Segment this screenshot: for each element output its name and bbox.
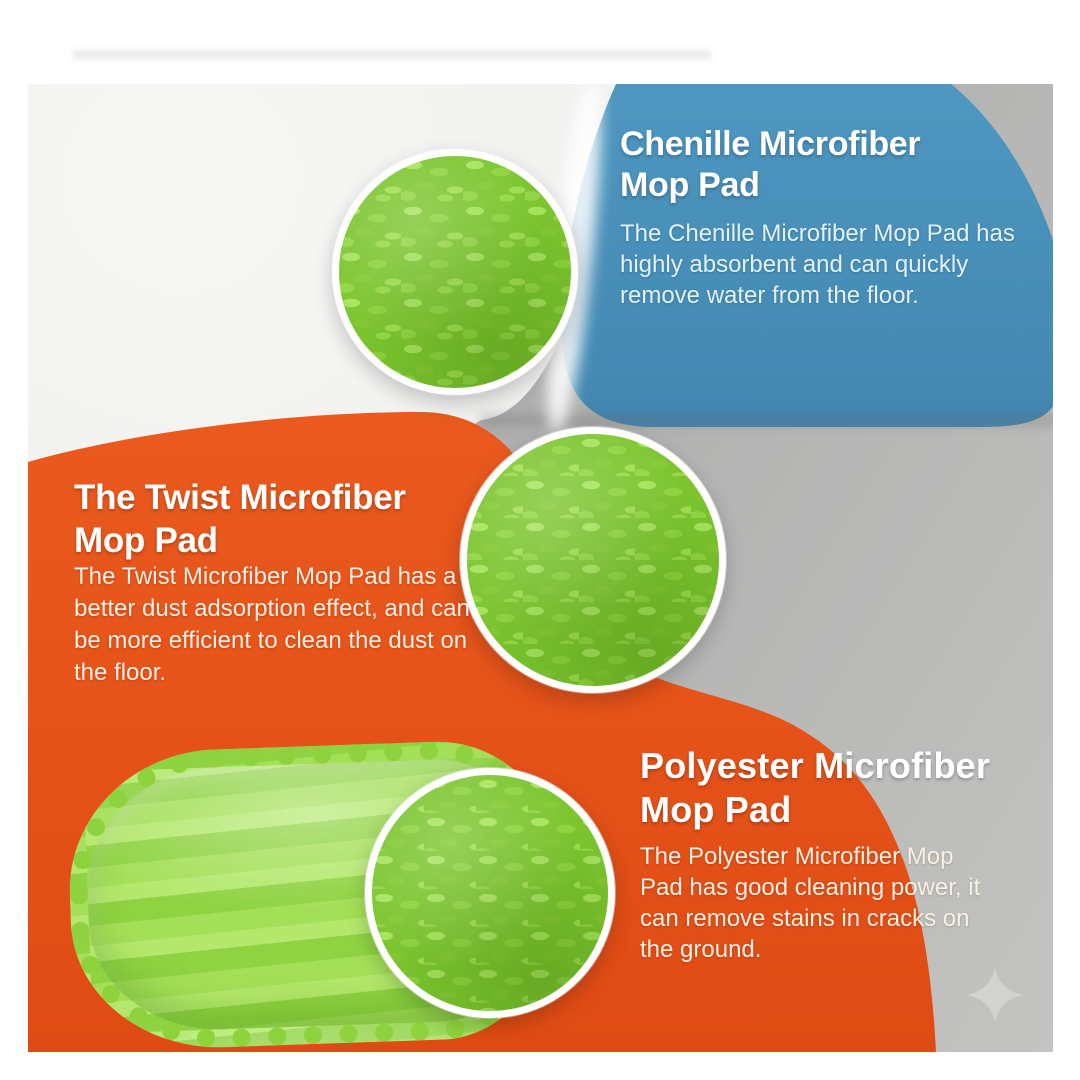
chenille-section-title: Chenille Microfiber Mop Pad xyxy=(620,125,921,204)
closeup-circle-twist xyxy=(460,427,726,693)
content-canvas xyxy=(28,84,1053,1052)
closeup-circle-polyester xyxy=(365,768,615,1018)
twist-section-title: The Twist Microfiber Mop Pad xyxy=(74,478,406,560)
polyester-section-title: Polyester Microfiber Mop Pad xyxy=(640,745,991,830)
closeup-circle-chenille xyxy=(332,149,578,395)
twist-section-body: The Twist Microfiber Mop Pad has a better dust adsorption effect, and can be more efficient to clean the dust on the floor. xyxy=(74,563,470,686)
frame-smudge-artifact xyxy=(72,50,712,59)
chenille-section-body: The Chenille Microfiber Mop Pad has highly absorbent and can quickly remove water from the floor. xyxy=(620,220,1015,309)
polyester-section-body: The Polyester Microfiber Mop Pad has good cleaning power, it can remove stains in cracks on the ground. xyxy=(640,843,981,963)
